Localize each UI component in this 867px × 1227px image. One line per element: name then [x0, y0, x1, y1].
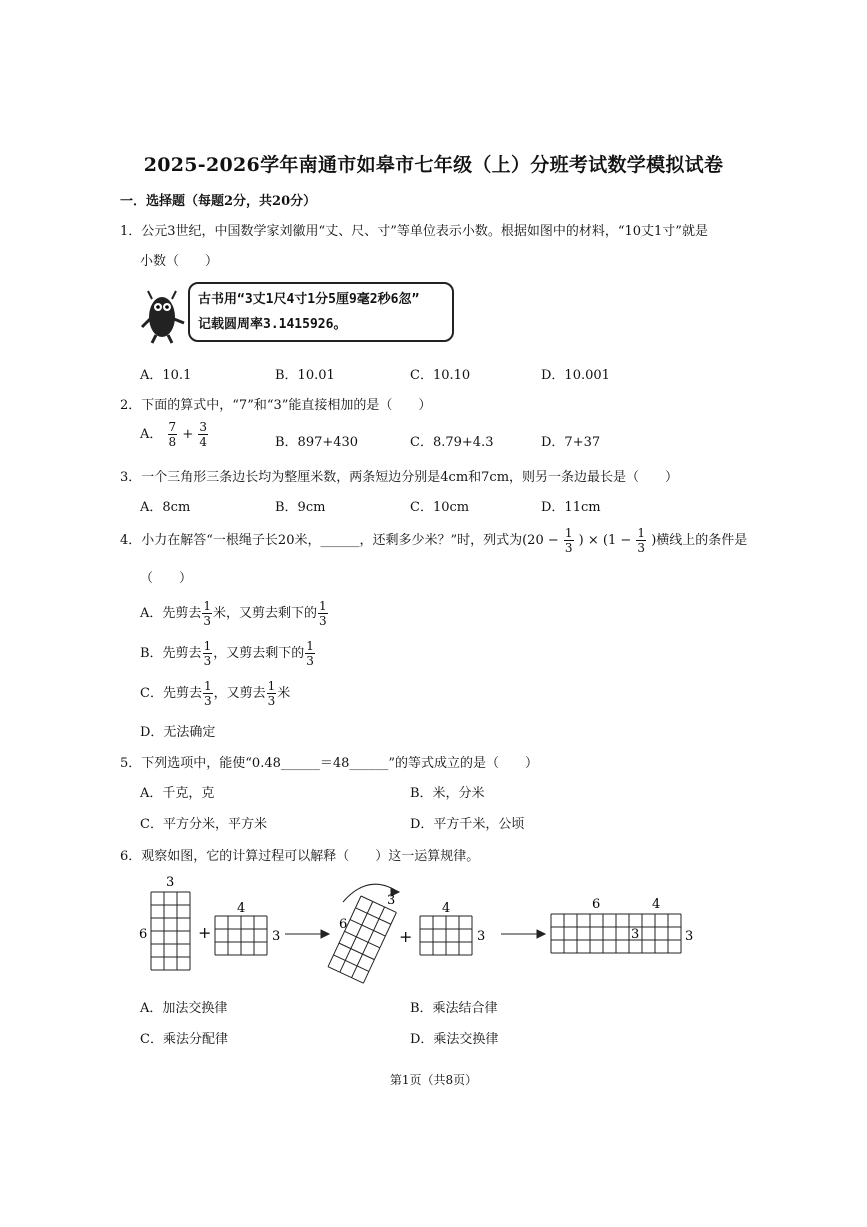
label-4: 4: [652, 897, 661, 912]
question-5-text: 5．下列选项中，能使“0.48______＝48______”的等式成立的是（ ）: [120, 756, 539, 771]
q5-option-a[interactable]: A．千克，克: [140, 786, 215, 801]
label-6: 6: [592, 897, 601, 912]
q4-option-text: 米: [277, 686, 291, 701]
grid-3x6: [151, 892, 190, 970]
q3-option-d[interactable]: D．11cm: [541, 500, 601, 515]
q1-option-d[interactable]: D．10.001: [541, 368, 610, 383]
bubble-line-2: 记载圆周率3.1415926。: [198, 317, 347, 332]
question-1-answer-paren: 小数（ ）: [140, 254, 219, 269]
q4-option-b[interactable]: [140, 640, 316, 667]
q4-option-text: ，又剪去剩下的: [213, 646, 305, 661]
q4-option-d[interactable]: D．无法确定: [140, 725, 216, 740]
fraction: $\frac{1}{3}$: [637, 526, 646, 555]
label-6: 6: [339, 917, 348, 932]
q4-option-c[interactable]: [140, 680, 290, 707]
q3-option-c[interactable]: C．10cm: [410, 500, 470, 515]
q5-option-d[interactable]: D．平方千米，公顷: [410, 817, 525, 832]
arrow-head-icon: [321, 930, 329, 938]
plus-sign: +: [399, 927, 413, 946]
q1-option-b[interactable]: B．10.01: [275, 368, 335, 383]
label-6: 6: [139, 927, 148, 942]
label-3: 3: [272, 929, 281, 944]
q4-option-text: A．先剪去: [140, 606, 202, 621]
fraction: $\frac{1}{3}$: [306, 639, 314, 668]
fraction: $\frac{1}{3}$: [203, 679, 212, 708]
arrow-head-icon: [537, 930, 545, 938]
q1-option-a[interactable]: A．10.1: [140, 368, 192, 383]
grid-rotated: [328, 896, 396, 983]
label-3: 3: [631, 927, 640, 942]
q2-option-a[interactable]: [140, 421, 209, 448]
page-footer: 第1页（共8页）: [389, 1073, 478, 1087]
q6-option-d[interactable]: D．乘法交换律: [410, 1032, 499, 1047]
q4-text-part: 4．小力在解答“一根绳子长20米，______，还剩多少米？”时，列式为(20 −: [120, 533, 559, 548]
label-3: 3: [387, 893, 396, 908]
question-4-answer-paren: （ ）: [140, 571, 193, 586]
q6-option-c[interactable]: C．乘法分配律: [140, 1032, 228, 1047]
q2-option-d[interactable]: D．7+37: [541, 435, 601, 450]
plus-sign: +: [198, 923, 212, 942]
plus-sign: +: [182, 427, 194, 442]
grid-10x3: [551, 914, 681, 953]
label-4: 4: [237, 901, 246, 916]
q4-option-text: C．先剪去: [140, 686, 202, 701]
q4-option-text: B．先剪去: [140, 646, 202, 661]
q2-option-c[interactable]: C．8.79+4.3: [410, 435, 494, 450]
q4-option-text: ，又剪去: [213, 686, 266, 701]
grid-4x3: [420, 916, 472, 955]
q3-option-a[interactable]: A．8cm: [140, 500, 191, 515]
fraction: $\frac{3}{4}$: [199, 420, 207, 449]
question-3-text: 3．一个三角形三条边长均为整厘米数，两条短边分别是4cm和7cm，则另一条边最长是（ ）: [120, 470, 679, 485]
speech-bubble: [188, 282, 454, 342]
label-3: 3: [685, 929, 694, 944]
option-label: A．: [140, 427, 163, 442]
label-4: 4: [442, 901, 451, 916]
q5-option-c[interactable]: C．平方分米，平方米: [140, 817, 267, 832]
question-6-text: 6．观察如图，它的计算过程可以解释（ ）这一运算规律。: [120, 849, 480, 864]
q5-option-b[interactable]: B．米，分米: [410, 786, 485, 801]
fraction: $\frac{7}{8}$: [168, 420, 177, 449]
q4-text-part: ) × (1 −: [578, 533, 632, 548]
fraction: $\frac{1}{3}$: [203, 599, 212, 628]
fraction: $\frac{1}{3}$: [319, 599, 327, 628]
label-3: 3: [166, 875, 175, 890]
fraction: $\frac{1}{3}$: [267, 679, 276, 708]
fraction: $\frac{1}{3}$: [564, 526, 573, 555]
question-4-text: [120, 527, 747, 554]
q2-option-b[interactable]: B．897+430: [275, 435, 359, 450]
question-1-text: 1．公元3世纪，中国数学家刘徽用“丈、尺、寸”等单位表示小数。根据如图中的材料，“10丈1寸”就是: [120, 224, 708, 239]
section-heading: 一．选择题（每题2分，共20分）: [120, 194, 317, 209]
mascot-illustration: [140, 285, 190, 347]
label-3: 3: [477, 929, 486, 944]
fraction: $\frac{1}{3}$: [203, 639, 212, 668]
q6-option-b[interactable]: B．乘法结合律: [410, 1001, 498, 1016]
q6-option-a[interactable]: A．加法交换律: [140, 1001, 228, 1016]
bubble-line-1: 古书用“3丈1尺4寸1分5厘9毫2秒6忽”: [198, 292, 420, 307]
q4-option-a[interactable]: [140, 600, 329, 627]
grid-4x3: [215, 916, 267, 955]
q4-text-part: )横线上的条件是: [651, 533, 748, 548]
question-2-text: 2．下面的算式中，“7”和“3”能直接相加的是（ ）: [120, 398, 432, 413]
q4-option-text: 米，又剪去剩下的: [213, 606, 318, 621]
q3-option-b[interactable]: B．9cm: [275, 500, 326, 515]
q1-option-c[interactable]: C．10.10: [410, 368, 471, 383]
q6-grid-diagram: [135, 872, 705, 984]
page-title: 2025-2026学年南通市如皋市七年级（上）分班考试数学模拟试卷: [143, 154, 724, 176]
